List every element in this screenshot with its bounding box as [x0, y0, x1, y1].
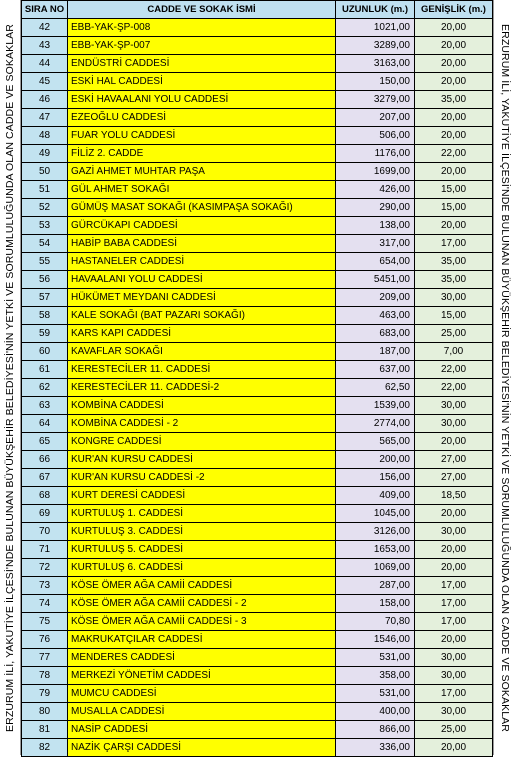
- row-number-cell[interactable]: 67: [22, 469, 68, 487]
- table-row: [22, 235, 493, 253]
- length-cell[interactable]: 158,00: [336, 595, 415, 613]
- length-cell[interactable]: 1069,00: [336, 559, 415, 577]
- street-name-cell[interactable]: KONGRE CADDESİ: [68, 433, 336, 451]
- length-cell[interactable]: 3126,00: [336, 523, 415, 541]
- table-row: [22, 721, 493, 739]
- row-number-cell[interactable]: 46: [22, 91, 68, 109]
- length-cell[interactable]: 866,00: [336, 721, 415, 739]
- row-number-cell[interactable]: 76: [22, 631, 68, 649]
- street-name-cell[interactable]: KARS KAPI CADDESİ: [68, 325, 336, 343]
- street-name-cell[interactable]: FUAR YOLU CADDESİ: [68, 127, 336, 145]
- row-number-cell[interactable]: 52: [22, 199, 68, 217]
- street-name-cell[interactable]: NAZİK ÇARŞI CADDESİ: [68, 739, 336, 757]
- width-cell[interactable]: 20,00: [415, 37, 493, 55]
- length-cell[interactable]: 150,00: [336, 73, 415, 91]
- row-number-cell[interactable]: 64: [22, 415, 68, 433]
- row-number-cell[interactable]: 59: [22, 325, 68, 343]
- length-cell[interactable]: 1546,00: [336, 631, 415, 649]
- row-number-cell[interactable]: 54: [22, 235, 68, 253]
- row-number-cell[interactable]: 78: [22, 667, 68, 685]
- length-cell[interactable]: 1021,00: [336, 19, 415, 37]
- street-name-cell[interactable]: GÜMÜŞ MASAT SOKAĞI (KASIMPAŞA SOKAĞI): [68, 199, 336, 217]
- row-number-cell[interactable]: 48: [22, 127, 68, 145]
- street-name-cell[interactable]: GAZİ AHMET MUHTAR PAŞA: [68, 163, 336, 181]
- width-cell[interactable]: 30,00: [415, 703, 493, 721]
- width-cell[interactable]: 20,00: [415, 541, 493, 559]
- street-name-cell[interactable]: KURT DERESİ CADDESİ: [68, 487, 336, 505]
- length-cell[interactable]: 3163,00: [336, 55, 415, 73]
- street-name-cell[interactable]: EBB-YAK-ŞP-008: [68, 19, 336, 37]
- table-row: [22, 649, 493, 667]
- table-row: [22, 217, 493, 235]
- table-row: [22, 379, 493, 397]
- table-row: [22, 163, 493, 181]
- table-row: [22, 451, 493, 469]
- row-number-cell[interactable]: 60: [22, 343, 68, 361]
- row-number-cell[interactable]: 69: [22, 505, 68, 523]
- length-cell[interactable]: 463,00: [336, 307, 415, 325]
- table-row: [22, 397, 493, 415]
- street-name-cell[interactable]: KALE SOKAĞI (BAT PAZARI SOKAĞI): [68, 307, 336, 325]
- row-number-cell[interactable]: 45: [22, 73, 68, 91]
- header-width[interactable]: GENİŞLİK (m.): [415, 1, 493, 19]
- length-cell[interactable]: 654,00: [336, 253, 415, 271]
- street-name-cell[interactable]: KURTULUŞ 1. CADDESİ: [68, 505, 336, 523]
- table-row: [22, 91, 493, 109]
- table-row: [22, 37, 493, 55]
- table-row: [22, 109, 493, 127]
- table-row: [22, 271, 493, 289]
- table-row: [22, 667, 493, 685]
- width-cell[interactable]: 30,00: [415, 667, 493, 685]
- table-row: [22, 487, 493, 505]
- length-cell[interactable]: 62,50: [336, 379, 415, 397]
- width-cell[interactable]: 20,00: [415, 739, 493, 757]
- width-cell[interactable]: 7,00: [415, 343, 493, 361]
- width-cell[interactable]: 18,50: [415, 487, 493, 505]
- street-name-cell[interactable]: HASTANELER CADDESİ: [68, 253, 336, 271]
- length-cell[interactable]: 287,00: [336, 577, 415, 595]
- width-cell[interactable]: 30,00: [415, 397, 493, 415]
- street-name-cell[interactable]: KUR'AN KURSU CADDESİ: [68, 451, 336, 469]
- width-cell[interactable]: 30,00: [415, 289, 493, 307]
- row-number-cell[interactable]: 66: [22, 451, 68, 469]
- table-row: [22, 289, 493, 307]
- table-row: [22, 505, 493, 523]
- street-name-cell[interactable]: MENDERES CADDESİ: [68, 649, 336, 667]
- table-row: [22, 127, 493, 145]
- street-name-cell[interactable]: HÜKÜMET MEYDANI CADDESİ: [68, 289, 336, 307]
- row-number-cell[interactable]: 72: [22, 559, 68, 577]
- side-title-left-text: ERZURUM İLİ, YAKUTİYE İLÇESİ'NDE BULUNAN BÜYÜKŞEHİR BELEDİYESİ'NİN YETKİ VE SORUMLULUĞUNDA OLAN CADDE VE SOKAKLAR: [4, 23, 16, 732]
- width-cell[interactable]: 20,00: [415, 109, 493, 127]
- row-number-cell[interactable]: 71: [22, 541, 68, 559]
- width-cell[interactable]: 17,00: [415, 577, 493, 595]
- row-number-cell[interactable]: 73: [22, 577, 68, 595]
- width-cell[interactable]: 30,00: [415, 649, 493, 667]
- width-cell[interactable]: 20,00: [415, 55, 493, 73]
- length-cell[interactable]: 426,00: [336, 181, 415, 199]
- width-cell[interactable]: 30,00: [415, 523, 493, 541]
- length-cell[interactable]: 3279,00: [336, 91, 415, 109]
- row-number-cell[interactable]: 74: [22, 595, 68, 613]
- width-cell[interactable]: 20,00: [415, 505, 493, 523]
- length-cell[interactable]: 290,00: [336, 199, 415, 217]
- street-name-cell[interactable]: KÖSE ÖMER AĞA CAMİİ CADDESİ - 2: [68, 595, 336, 613]
- table-row: [22, 307, 493, 325]
- street-name-cell[interactable]: KOMBİNA CADDESİ: [68, 397, 336, 415]
- street-name-cell[interactable]: ESKİ HAL CADDESİ: [68, 73, 336, 91]
- width-cell[interactable]: 22,00: [415, 145, 493, 163]
- table-row: [22, 523, 493, 541]
- table-row: [22, 343, 493, 361]
- street-name-cell[interactable]: HABİP BABA CADDESİ: [68, 235, 336, 253]
- width-cell[interactable]: 20,00: [415, 73, 493, 91]
- street-name-cell[interactable]: NASİP CADDESİ: [68, 721, 336, 739]
- width-cell[interactable]: 20,00: [415, 559, 493, 577]
- table-row: [22, 55, 493, 73]
- row-number-cell[interactable]: 82: [22, 739, 68, 757]
- row-number-cell[interactable]: 62: [22, 379, 68, 397]
- width-cell[interactable]: 20,00: [415, 433, 493, 451]
- length-cell[interactable]: 209,00: [336, 289, 415, 307]
- row-number-cell[interactable]: 55: [22, 253, 68, 271]
- street-name-cell[interactable]: HAVAALANI YOLU CADDESİ: [68, 271, 336, 289]
- table-row: [22, 595, 493, 613]
- table-row: [22, 739, 493, 757]
- row-number-cell[interactable]: 65: [22, 433, 68, 451]
- table-row: [22, 73, 493, 91]
- side-title-right-text: ERZURUM İLİ, YAKUTİYE İLÇESİ'NDE BULUNAN BÜYÜKŞEHİR BELEDİYESİ'NİN YETKİ VE SORUMLULUĞUNDA OLAN CADDE VE SOKAKLAR: [499, 23, 511, 732]
- table-row: [22, 433, 493, 451]
- table-row: [22, 415, 493, 433]
- table-row: [22, 613, 493, 631]
- street-name-cell[interactable]: FİLİZ 2. CADDE: [68, 145, 336, 163]
- street-name-cell[interactable]: GÜRCÜKAPI CADDESİ: [68, 217, 336, 235]
- street-name-cell[interactable]: KÖSE ÖMER AĞA CAMİİ CADDESİ - 3: [68, 613, 336, 631]
- width-cell[interactable]: 27,00: [415, 451, 493, 469]
- street-name-cell[interactable]: KERESTECİLER 11. CADDESİ: [68, 361, 336, 379]
- row-number-cell[interactable]: 43: [22, 37, 68, 55]
- length-cell[interactable]: 70,80: [336, 613, 415, 631]
- table-header-row: [22, 1, 493, 19]
- row-number-cell[interactable]: 51: [22, 181, 68, 199]
- street-name-cell[interactable]: EBB-YAK-ŞP-007: [68, 37, 336, 55]
- width-cell[interactable]: 15,00: [415, 307, 493, 325]
- length-cell[interactable]: 1176,00: [336, 145, 415, 163]
- table-row: [22, 685, 493, 703]
- row-number-cell[interactable]: 75: [22, 613, 68, 631]
- length-cell[interactable]: 336,00: [336, 739, 415, 757]
- length-cell[interactable]: 3289,00: [336, 37, 415, 55]
- length-cell[interactable]: 5451,00: [336, 271, 415, 289]
- street-name-cell[interactable]: KURTULUŞ 3. CADDESİ: [68, 523, 336, 541]
- width-cell[interactable]: 20,00: [415, 163, 493, 181]
- length-cell[interactable]: 1045,00: [336, 505, 415, 523]
- row-number-cell[interactable]: 50: [22, 163, 68, 181]
- width-cell[interactable]: 20,00: [415, 217, 493, 235]
- length-cell[interactable]: 531,00: [336, 649, 415, 667]
- street-name-cell[interactable]: KURTULUŞ 5. CADDESİ: [68, 541, 336, 559]
- width-cell[interactable]: 35,00: [415, 271, 493, 289]
- width-cell[interactable]: 20,00: [415, 127, 493, 145]
- length-cell[interactable]: 138,00: [336, 217, 415, 235]
- length-cell[interactable]: 409,00: [336, 487, 415, 505]
- street-name-cell[interactable]: GÜL AHMET SOKAĞI: [68, 181, 336, 199]
- width-cell[interactable]: 22,00: [415, 361, 493, 379]
- header-street-name[interactable]: CADDE VE SOKAK İSMİ: [68, 1, 336, 19]
- length-cell[interactable]: 683,00: [336, 325, 415, 343]
- side-title-left: [0, 0, 21, 755]
- width-cell[interactable]: 20,00: [415, 631, 493, 649]
- length-cell[interactable]: 531,00: [336, 685, 415, 703]
- length-cell[interactable]: 565,00: [336, 433, 415, 451]
- street-name-cell[interactable]: KUR'AN KURSU CADDESİ -2: [68, 469, 336, 487]
- street-name-cell[interactable]: MUSALLA CADDESİ: [68, 703, 336, 721]
- table-row: [22, 577, 493, 595]
- street-name-cell[interactable]: KERESTECİLER 11. CADDESİ-2: [68, 379, 336, 397]
- table-row: [22, 19, 493, 37]
- street-name-cell[interactable]: ENDÜSTRİ CADDESİ: [68, 55, 336, 73]
- length-cell[interactable]: 358,00: [336, 667, 415, 685]
- length-cell[interactable]: 317,00: [336, 235, 415, 253]
- street-name-cell[interactable]: KOMBİNA CADDESİ - 2: [68, 415, 336, 433]
- length-cell[interactable]: 207,00: [336, 109, 415, 127]
- width-cell[interactable]: 17,00: [415, 613, 493, 631]
- street-name-cell[interactable]: KAVAFLAR SOKAĞI: [68, 343, 336, 361]
- table-row: [22, 181, 493, 199]
- row-number-cell[interactable]: 63: [22, 397, 68, 415]
- row-number-cell[interactable]: 80: [22, 703, 68, 721]
- table-row: [22, 145, 493, 163]
- header-sira-no[interactable]: SIRA NO: [22, 1, 68, 19]
- row-number-cell[interactable]: 68: [22, 487, 68, 505]
- table-row: [22, 253, 493, 271]
- length-cell[interactable]: 400,00: [336, 703, 415, 721]
- row-number-cell[interactable]: 81: [22, 721, 68, 739]
- street-name-cell[interactable]: KURTULUŞ 6. CADDESİ: [68, 559, 336, 577]
- width-cell[interactable]: 25,00: [415, 721, 493, 739]
- length-cell[interactable]: 506,00: [336, 127, 415, 145]
- row-number-cell[interactable]: 61: [22, 361, 68, 379]
- width-cell[interactable]: 35,00: [415, 91, 493, 109]
- length-cell[interactable]: 200,00: [336, 451, 415, 469]
- row-number-cell[interactable]: 56: [22, 271, 68, 289]
- street-name-cell[interactable]: MUMCU CADDESİ: [68, 685, 336, 703]
- row-number-cell[interactable]: 44: [22, 55, 68, 73]
- width-cell[interactable]: 25,00: [415, 325, 493, 343]
- width-cell[interactable]: 20,00: [415, 19, 493, 37]
- table-row: [22, 199, 493, 217]
- header-length[interactable]: UZUNLUK (m.): [336, 1, 415, 19]
- length-cell[interactable]: 156,00: [336, 469, 415, 487]
- length-cell[interactable]: 637,00: [336, 361, 415, 379]
- table-row: [22, 703, 493, 721]
- length-cell[interactable]: 2774,00: [336, 415, 415, 433]
- street-name-cell[interactable]: EZEOĞLU CADDESİ: [68, 109, 336, 127]
- street-name-cell[interactable]: MAKRUKATÇILAR CADDESİ: [68, 631, 336, 649]
- row-number-cell[interactable]: 58: [22, 307, 68, 325]
- side-title-right: [493, 0, 515, 755]
- width-cell[interactable]: 30,00: [415, 415, 493, 433]
- table-row: [22, 559, 493, 577]
- row-number-cell[interactable]: 77: [22, 649, 68, 667]
- row-number-cell[interactable]: 53: [22, 217, 68, 235]
- table-row: [22, 469, 493, 487]
- table-row: [22, 325, 493, 343]
- table-row: [22, 541, 493, 559]
- row-number-cell[interactable]: 42: [22, 19, 68, 37]
- width-cell[interactable]: 17,00: [415, 685, 493, 703]
- row-number-cell[interactable]: 57: [22, 289, 68, 307]
- width-cell[interactable]: 15,00: [415, 181, 493, 199]
- length-cell[interactable]: 1699,00: [336, 163, 415, 181]
- table-row: [22, 631, 493, 649]
- width-cell[interactable]: 17,00: [415, 235, 493, 253]
- width-cell[interactable]: 27,00: [415, 469, 493, 487]
- street-name-cell[interactable]: KÖSE ÖMER AĞA CAMİİ CADDESİ: [68, 577, 336, 595]
- width-cell[interactable]: 15,00: [415, 199, 493, 217]
- row-number-cell[interactable]: 79: [22, 685, 68, 703]
- width-cell[interactable]: 35,00: [415, 253, 493, 271]
- length-cell[interactable]: 1653,00: [336, 541, 415, 559]
- width-cell[interactable]: 17,00: [415, 595, 493, 613]
- row-number-cell[interactable]: 47: [22, 109, 68, 127]
- street-name-cell[interactable]: MERKEZİ YÖNETİM CADDESİ: [68, 667, 336, 685]
- length-cell[interactable]: 187,00: [336, 343, 415, 361]
- street-table: [21, 0, 493, 757]
- row-number-cell[interactable]: 70: [22, 523, 68, 541]
- row-number-cell[interactable]: 49: [22, 145, 68, 163]
- table-row: [22, 361, 493, 379]
- street-name-cell[interactable]: ESKİ HAVAALANI YOLU CADDESİ: [68, 91, 336, 109]
- length-cell[interactable]: 1539,00: [336, 397, 415, 415]
- width-cell[interactable]: 22,00: [415, 379, 493, 397]
